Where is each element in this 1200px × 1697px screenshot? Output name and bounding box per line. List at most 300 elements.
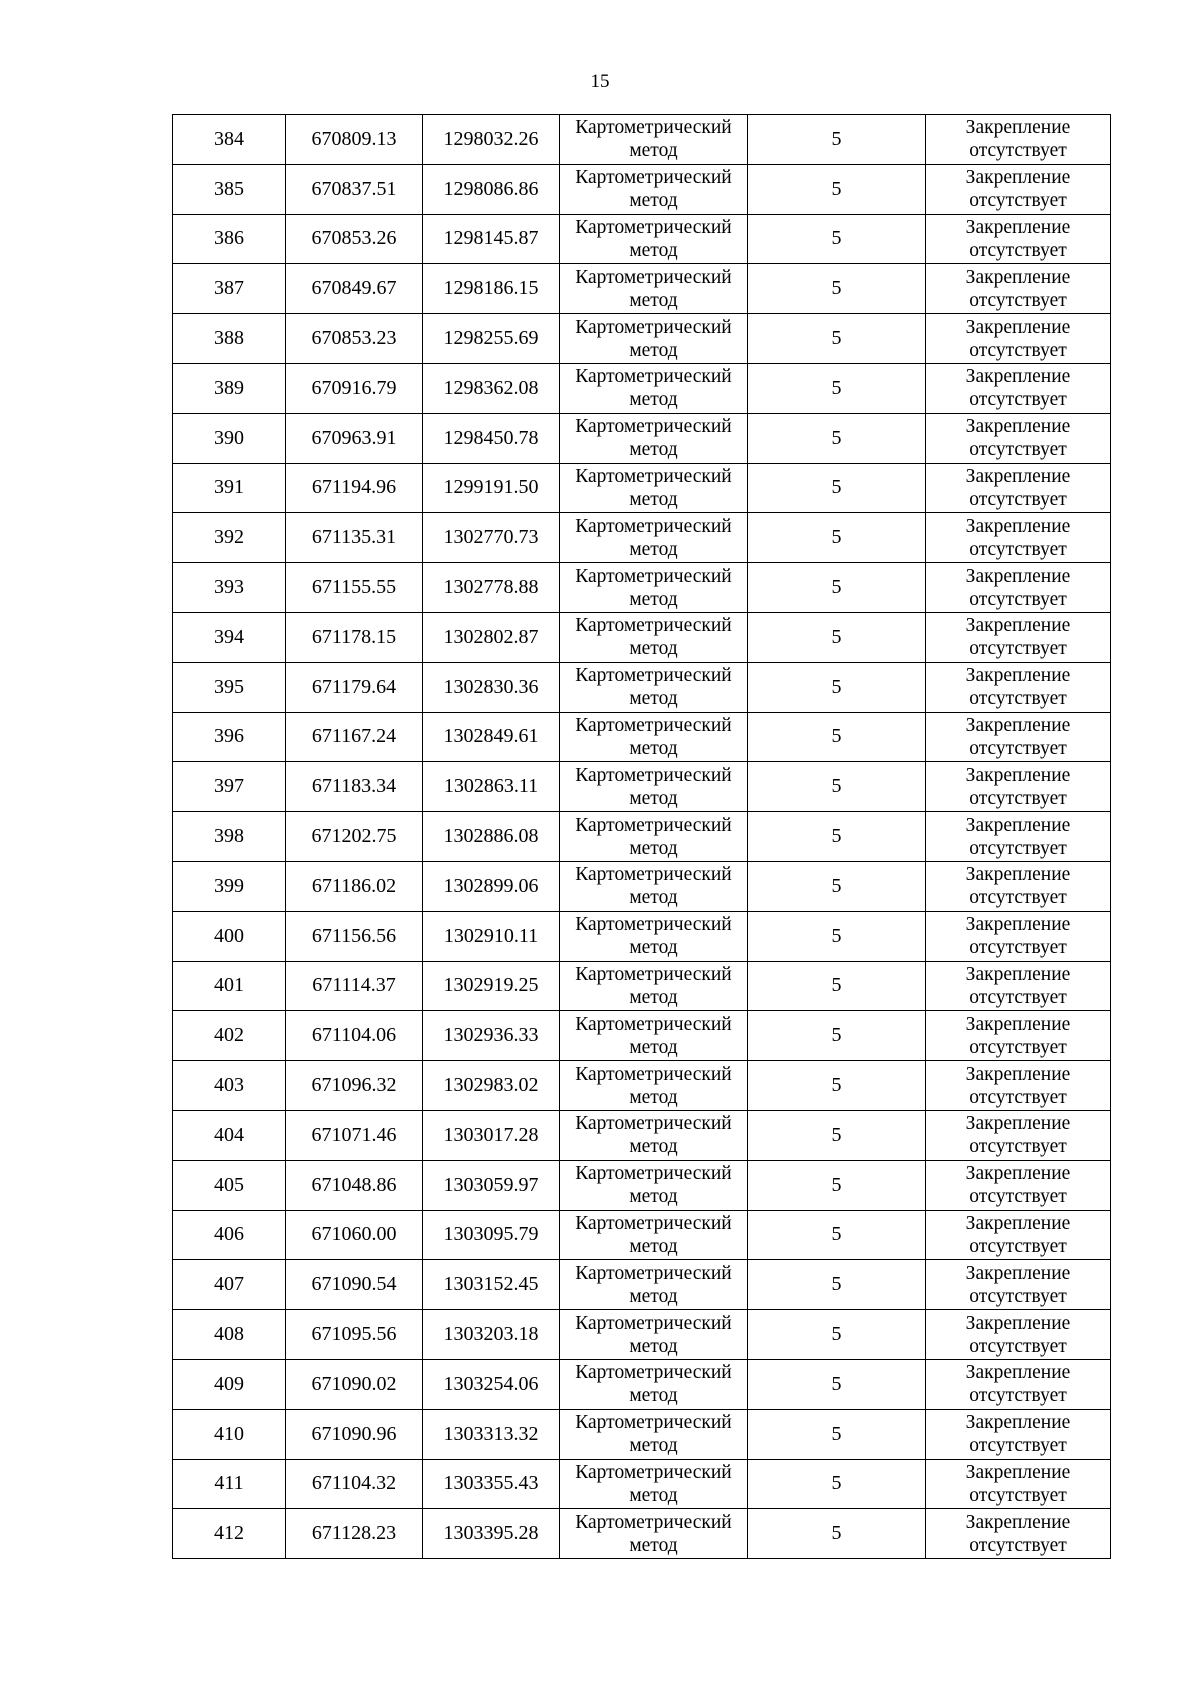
fixation-cell — [926, 363, 1111, 413]
point-number-cell: 402 — [173, 1011, 286, 1061]
y-coordinate-cell: 1298032.26 — [423, 115, 560, 165]
fixation-text: отсутствует — [969, 837, 1067, 859]
method-text: метод — [629, 937, 678, 959]
method-text: Картометрический — [575, 1461, 732, 1483]
y-coordinate-cell: 1298086.86 — [423, 164, 560, 214]
y-coordinate-cell: 1302983.02 — [423, 1061, 560, 1111]
fixation-text: отсутствует — [969, 638, 1067, 660]
method-cell — [560, 563, 748, 613]
table-row — [173, 563, 1111, 613]
table-row — [173, 961, 1111, 1011]
accuracy-cell: 5 — [748, 1160, 926, 1210]
fixation-cell — [926, 861, 1111, 911]
x-coordinate-cell: 671071.46 — [286, 1110, 423, 1160]
fixation-text: отсутствует — [969, 289, 1067, 311]
fixation-text: Закрепление — [965, 266, 1071, 288]
method-cell — [560, 115, 748, 165]
accuracy-cell: 5 — [748, 861, 926, 911]
accuracy-cell: 5 — [748, 264, 926, 314]
point-number-cell: 401 — [173, 961, 286, 1011]
method-text: метод — [629, 588, 678, 610]
method-cell — [560, 612, 748, 662]
y-coordinate-cell: 1303254.06 — [423, 1359, 560, 1409]
method-text: метод — [629, 1335, 678, 1357]
fixation-cell — [926, 1359, 1111, 1409]
fixation-cell — [926, 1061, 1111, 1111]
y-coordinate-cell: 1302778.88 — [423, 563, 560, 613]
fixation-text: отсутствует — [969, 787, 1067, 809]
method-text: метод — [629, 787, 678, 809]
accuracy-cell: 5 — [748, 1359, 926, 1409]
fixation-text: Закрепление — [965, 1013, 1071, 1035]
accuracy-cell: 5 — [748, 1061, 926, 1111]
method-cell — [560, 1011, 748, 1061]
point-number-cell: 400 — [173, 911, 286, 961]
table-row — [173, 1110, 1111, 1160]
fixation-text: Закрепление — [965, 465, 1071, 487]
fixation-text: Закрепление — [965, 366, 1071, 388]
method-text: Картометрический — [575, 1362, 732, 1384]
fixation-cell — [926, 712, 1111, 762]
y-coordinate-cell: 1303395.28 — [423, 1509, 560, 1559]
table-row — [173, 115, 1111, 165]
x-coordinate-cell: 670853.26 — [286, 214, 423, 264]
y-coordinate-cell: 1303095.79 — [423, 1210, 560, 1260]
y-coordinate-cell: 1298362.08 — [423, 363, 560, 413]
method-cell — [560, 812, 748, 862]
fixation-text: отсутствует — [969, 1484, 1067, 1506]
point-number-cell: 410 — [173, 1409, 286, 1459]
method-text: Картометрический — [575, 1113, 732, 1135]
method-text: метод — [629, 140, 678, 162]
method-cell — [560, 1310, 748, 1360]
x-coordinate-cell: 671104.06 — [286, 1011, 423, 1061]
fixation-text: Закрепление — [965, 216, 1071, 238]
method-text: Картометрический — [575, 1262, 732, 1284]
accuracy-cell: 5 — [748, 712, 926, 762]
point-number-cell: 395 — [173, 662, 286, 712]
x-coordinate-cell: 671183.34 — [286, 762, 423, 812]
y-coordinate-cell: 1302849.61 — [423, 712, 560, 762]
fixation-text: Закрепление — [965, 914, 1071, 936]
x-coordinate-cell: 670853.23 — [286, 314, 423, 364]
fixation-text: Закрепление — [965, 117, 1071, 139]
fixation-cell — [926, 961, 1111, 1011]
y-coordinate-cell: 1298255.69 — [423, 314, 560, 364]
method-text: метод — [629, 887, 678, 909]
x-coordinate-cell: 671135.31 — [286, 513, 423, 563]
x-coordinate-cell: 671060.00 — [286, 1210, 423, 1260]
method-text: Картометрический — [575, 167, 732, 189]
point-number-cell: 397 — [173, 762, 286, 812]
x-coordinate-cell: 670916.79 — [286, 363, 423, 413]
fixation-cell — [926, 1210, 1111, 1260]
fixation-text: отсутствует — [969, 1086, 1067, 1108]
accuracy-cell: 5 — [748, 314, 926, 364]
point-number-cell: 387 — [173, 264, 286, 314]
point-number-cell: 399 — [173, 861, 286, 911]
point-number-cell: 396 — [173, 712, 286, 762]
accuracy-cell: 5 — [748, 363, 926, 413]
method-cell — [560, 911, 748, 961]
fixation-text: отсутствует — [969, 737, 1067, 759]
method-text: Картометрический — [575, 216, 732, 238]
table-row — [173, 1409, 1111, 1459]
y-coordinate-cell: 1302886.08 — [423, 812, 560, 862]
y-coordinate-cell: 1303152.45 — [423, 1260, 560, 1310]
fixation-text: отсутствует — [969, 1285, 1067, 1307]
table-row — [173, 812, 1111, 862]
table-row — [173, 1160, 1111, 1210]
fixation-cell — [926, 314, 1111, 364]
table-row — [173, 1210, 1111, 1260]
fixation-cell — [926, 662, 1111, 712]
fixation-cell — [926, 911, 1111, 961]
accuracy-cell: 5 — [748, 115, 926, 165]
method-text: Картометрический — [575, 1511, 732, 1533]
fixation-text: Закрепление — [965, 864, 1071, 886]
method-text: метод — [629, 488, 678, 510]
method-text: метод — [629, 389, 678, 411]
fixation-text: отсутствует — [969, 239, 1067, 261]
method-text: Картометрический — [575, 316, 732, 338]
fixation-cell — [926, 214, 1111, 264]
fixation-cell — [926, 1160, 1111, 1210]
method-text: Картометрический — [575, 416, 732, 438]
method-text: Картометрический — [575, 366, 732, 388]
x-coordinate-cell: 671186.02 — [286, 861, 423, 911]
x-coordinate-cell: 671104.32 — [286, 1459, 423, 1509]
fixation-text: отсутствует — [969, 538, 1067, 560]
fixation-cell — [926, 115, 1111, 165]
fixation-text: отсутствует — [969, 140, 1067, 162]
fixation-cell — [926, 1459, 1111, 1509]
x-coordinate-cell: 671155.55 — [286, 563, 423, 613]
table-row — [173, 662, 1111, 712]
fixation-cell — [926, 164, 1111, 214]
fixation-text: отсутствует — [969, 1235, 1067, 1257]
y-coordinate-cell: 1302919.25 — [423, 961, 560, 1011]
fixation-text: отсутствует — [969, 1136, 1067, 1158]
method-cell — [560, 762, 748, 812]
fixation-text: Закрепление — [965, 1362, 1071, 1384]
fixation-cell — [926, 264, 1111, 314]
method-cell — [560, 513, 748, 563]
table-row — [173, 1011, 1111, 1061]
fixation-text: отсутствует — [969, 389, 1067, 411]
accuracy-cell: 5 — [748, 961, 926, 1011]
accuracy-cell: 5 — [748, 1459, 926, 1509]
point-number-cell: 384 — [173, 115, 286, 165]
table-row — [173, 513, 1111, 563]
method-cell — [560, 214, 748, 264]
method-text: Картометрический — [575, 665, 732, 687]
method-cell — [560, 712, 748, 762]
x-coordinate-cell: 670809.13 — [286, 115, 423, 165]
method-cell — [560, 264, 748, 314]
method-cell — [560, 1359, 748, 1409]
y-coordinate-cell: 1302770.73 — [423, 513, 560, 563]
method-text: Картометрический — [575, 565, 732, 587]
accuracy-cell: 5 — [748, 812, 926, 862]
x-coordinate-cell: 670963.91 — [286, 413, 423, 463]
fixation-text: Закрепление — [965, 1312, 1071, 1334]
point-number-cell: 404 — [173, 1110, 286, 1160]
x-coordinate-cell: 671114.37 — [286, 961, 423, 1011]
fixation-cell — [926, 1011, 1111, 1061]
method-text: Картометрический — [575, 864, 732, 886]
fixation-text: Закрепление — [965, 1262, 1071, 1284]
table-row — [173, 911, 1111, 961]
method-text: Картометрический — [575, 266, 732, 288]
method-cell — [560, 961, 748, 1011]
x-coordinate-cell: 671090.54 — [286, 1260, 423, 1310]
accuracy-cell: 5 — [748, 413, 926, 463]
fixation-text: Закрепление — [965, 316, 1071, 338]
point-number-cell: 408 — [173, 1310, 286, 1360]
fixation-text: Закрепление — [965, 665, 1071, 687]
method-text: метод — [629, 1235, 678, 1257]
method-text: метод — [629, 1484, 678, 1506]
method-cell — [560, 314, 748, 364]
coordinates-table-body — [173, 115, 1111, 1559]
x-coordinate-cell: 671178.15 — [286, 612, 423, 662]
point-number-cell: 391 — [173, 463, 286, 513]
accuracy-cell: 5 — [748, 1260, 926, 1310]
table-row — [173, 314, 1111, 364]
fixation-text: Закрепление — [965, 1412, 1071, 1434]
fixation-text: отсутствует — [969, 937, 1067, 959]
point-number-cell: 394 — [173, 612, 286, 662]
accuracy-cell: 5 — [748, 911, 926, 961]
fixation-text: Закрепление — [965, 565, 1071, 587]
x-coordinate-cell: 671156.56 — [286, 911, 423, 961]
point-number-cell: 385 — [173, 164, 286, 214]
y-coordinate-cell: 1299191.50 — [423, 463, 560, 513]
method-text: Картометрический — [575, 764, 732, 786]
fixation-text: отсутствует — [969, 1335, 1067, 1357]
method-cell — [560, 1210, 748, 1260]
method-cell — [560, 164, 748, 214]
x-coordinate-cell: 671128.23 — [286, 1509, 423, 1559]
accuracy-cell: 5 — [748, 612, 926, 662]
fixation-cell — [926, 463, 1111, 513]
x-coordinate-cell: 671202.75 — [286, 812, 423, 862]
method-text: метод — [629, 1385, 678, 1407]
x-coordinate-cell: 671167.24 — [286, 712, 423, 762]
table-row — [173, 214, 1111, 264]
fixation-text: Закрепление — [965, 515, 1071, 537]
method-text: метод — [629, 1285, 678, 1307]
table-row — [173, 612, 1111, 662]
point-number-cell: 411 — [173, 1459, 286, 1509]
table-row — [173, 1260, 1111, 1310]
accuracy-cell: 5 — [748, 463, 926, 513]
accuracy-cell: 5 — [748, 1011, 926, 1061]
accuracy-cell: 5 — [748, 563, 926, 613]
y-coordinate-cell: 1303313.32 — [423, 1409, 560, 1459]
method-text: Картометрический — [575, 814, 732, 836]
fixation-cell — [926, 612, 1111, 662]
point-number-cell: 398 — [173, 812, 286, 862]
fixation-text: Закрепление — [965, 1212, 1071, 1234]
method-text: метод — [629, 190, 678, 212]
method-cell — [560, 1459, 748, 1509]
table-row — [173, 1509, 1111, 1559]
method-text: Картометрический — [575, 1013, 732, 1035]
fixation-text: Закрепление — [965, 764, 1071, 786]
method-text: метод — [629, 538, 678, 560]
accuracy-cell: 5 — [748, 1110, 926, 1160]
fixation-text: Закрепление — [965, 1163, 1071, 1185]
y-coordinate-cell: 1302830.36 — [423, 662, 560, 712]
point-number-cell: 406 — [173, 1210, 286, 1260]
fixation-text: Закрепление — [965, 714, 1071, 736]
x-coordinate-cell: 671095.56 — [286, 1310, 423, 1360]
method-text: метод — [629, 439, 678, 461]
method-cell — [560, 1260, 748, 1310]
y-coordinate-cell: 1302910.11 — [423, 911, 560, 961]
point-number-cell: 405 — [173, 1160, 286, 1210]
table-row — [173, 264, 1111, 314]
fixation-text: отсутствует — [969, 339, 1067, 361]
method-text: Картометрический — [575, 1063, 732, 1085]
x-coordinate-cell: 671096.32 — [286, 1061, 423, 1111]
method-text: Картометрический — [575, 1412, 732, 1434]
method-text: Картометрический — [575, 914, 732, 936]
table-row — [173, 363, 1111, 413]
fixation-text: отсутствует — [969, 688, 1067, 710]
y-coordinate-cell: 1302863.11 — [423, 762, 560, 812]
method-text: метод — [629, 688, 678, 710]
accuracy-cell: 5 — [748, 1509, 926, 1559]
method-text: метод — [629, 339, 678, 361]
point-number-cell: 407 — [173, 1260, 286, 1310]
fixation-text: Закрепление — [965, 814, 1071, 836]
table-row — [173, 762, 1111, 812]
x-coordinate-cell: 670837.51 — [286, 164, 423, 214]
method-text: Картометрический — [575, 615, 732, 637]
table-row — [173, 1359, 1111, 1409]
fixation-text: отсутствует — [969, 1534, 1067, 1556]
point-number-cell: 386 — [173, 214, 286, 264]
method-text: Картометрический — [575, 1163, 732, 1185]
method-text: Картометрический — [575, 117, 732, 139]
x-coordinate-cell: 671090.02 — [286, 1359, 423, 1409]
point-number-cell: 393 — [173, 563, 286, 613]
y-coordinate-cell: 1303203.18 — [423, 1310, 560, 1360]
method-cell — [560, 1509, 748, 1559]
method-text: метод — [629, 986, 678, 1008]
y-coordinate-cell: 1298186.15 — [423, 264, 560, 314]
table-row — [173, 1310, 1111, 1360]
method-text: метод — [629, 1186, 678, 1208]
accuracy-cell: 5 — [748, 214, 926, 264]
fixation-text: отсутствует — [969, 439, 1067, 461]
method-text: метод — [629, 239, 678, 261]
method-cell — [560, 1409, 748, 1459]
point-number-cell: 403 — [173, 1061, 286, 1111]
fixation-cell — [926, 762, 1111, 812]
fixation-text: отсутствует — [969, 1036, 1067, 1058]
y-coordinate-cell: 1303059.97 — [423, 1160, 560, 1210]
table-row — [173, 861, 1111, 911]
point-number-cell: 409 — [173, 1359, 286, 1409]
method-cell — [560, 413, 748, 463]
fixation-text: отсутствует — [969, 1385, 1067, 1407]
method-cell — [560, 861, 748, 911]
method-text: метод — [629, 1086, 678, 1108]
fixation-text: отсутствует — [969, 1186, 1067, 1208]
x-coordinate-cell: 671179.64 — [286, 662, 423, 712]
y-coordinate-cell: 1302899.06 — [423, 861, 560, 911]
method-text: метод — [629, 289, 678, 311]
fixation-cell — [926, 563, 1111, 613]
accuracy-cell: 5 — [748, 513, 926, 563]
table-row — [173, 1061, 1111, 1111]
method-text: Картометрический — [575, 1212, 732, 1234]
point-number-cell: 389 — [173, 363, 286, 413]
fixation-text: Закрепление — [965, 416, 1071, 438]
method-text: Картометрический — [575, 963, 732, 985]
x-coordinate-cell: 671194.96 — [286, 463, 423, 513]
method-cell — [560, 1160, 748, 1210]
fixation-cell — [926, 513, 1111, 563]
method-cell — [560, 463, 748, 513]
fixation-cell — [926, 413, 1111, 463]
method-text: Картометрический — [575, 1312, 732, 1334]
method-text: Картометрический — [575, 465, 732, 487]
table-row — [173, 1459, 1111, 1509]
y-coordinate-cell: 1303355.43 — [423, 1459, 560, 1509]
fixation-text: Закрепление — [965, 1113, 1071, 1135]
y-coordinate-cell: 1303017.28 — [423, 1110, 560, 1160]
y-coordinate-cell: 1298450.78 — [423, 413, 560, 463]
fixation-text: отсутствует — [969, 887, 1067, 909]
method-text: Картометрический — [575, 515, 732, 537]
method-text: метод — [629, 1136, 678, 1158]
fixation-cell — [926, 1260, 1111, 1310]
y-coordinate-cell: 1302802.87 — [423, 612, 560, 662]
fixation-text: Закрепление — [965, 167, 1071, 189]
fixation-cell — [926, 1509, 1111, 1559]
fixation-cell — [926, 1310, 1111, 1360]
coordinates-table — [172, 114, 1111, 1559]
x-coordinate-cell: 671090.96 — [286, 1409, 423, 1459]
accuracy-cell: 5 — [748, 662, 926, 712]
method-cell — [560, 363, 748, 413]
table-row — [173, 413, 1111, 463]
point-number-cell: 412 — [173, 1509, 286, 1559]
page-number: 15 — [590, 71, 610, 92]
accuracy-cell: 5 — [748, 762, 926, 812]
point-number-cell: 390 — [173, 413, 286, 463]
fixation-text: Закрепление — [965, 1511, 1071, 1533]
accuracy-cell: 5 — [748, 1409, 926, 1459]
method-text: метод — [629, 638, 678, 660]
table-row — [173, 164, 1111, 214]
method-text: метод — [629, 837, 678, 859]
method-text: метод — [629, 1435, 678, 1457]
method-text: Картометрический — [575, 714, 732, 736]
x-coordinate-cell: 671048.86 — [286, 1160, 423, 1210]
method-text: метод — [629, 737, 678, 759]
y-coordinate-cell: 1302936.33 — [423, 1011, 560, 1061]
method-text: метод — [629, 1036, 678, 1058]
fixation-cell — [926, 1409, 1111, 1459]
accuracy-cell: 5 — [748, 1210, 926, 1260]
table-row — [173, 463, 1111, 513]
